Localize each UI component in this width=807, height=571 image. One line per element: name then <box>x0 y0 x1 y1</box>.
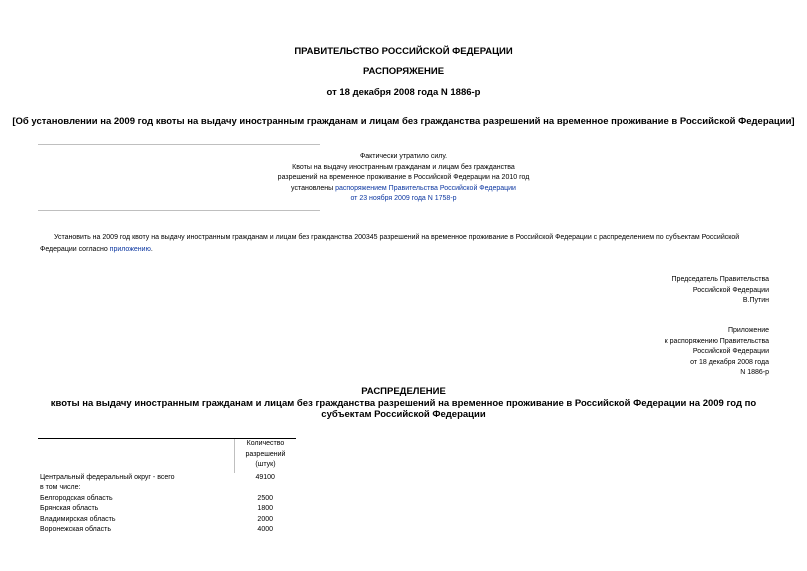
table-row <box>38 473 296 484</box>
appendix-line: Российской Федерации <box>692 348 769 355</box>
status-note-line: Квоты на выдачу иностранным гражданам и лицам без гражданства <box>292 163 515 171</box>
status-note-line: разрешений на временное проживание в Российской Федерации на 2010 год <box>277 174 530 181</box>
region-name: Белгородская область <box>40 494 113 502</box>
signature-block <box>469 275 769 307</box>
signature-line: Председатель Правительства <box>671 276 769 283</box>
region-name: в том числе: <box>40 484 81 491</box>
decree-text-end: . <box>150 246 153 253</box>
region-quota: 1800 <box>257 505 273 512</box>
doc-date-number: от 18 декабря 2008 года N 1886-р <box>326 87 481 98</box>
signature-line: Российской Федерации <box>692 286 769 294</box>
decree-date-link[interactable]: от 23 ноября 2009 года N 1758-р <box>350 195 457 202</box>
region-quota: 2000 <box>257 515 273 523</box>
appendix-block <box>469 326 769 379</box>
table-row <box>38 483 296 494</box>
distribution-subheading: квоты на выдачу иностранным гражданам и лицам без гражданства разрешений на временное проживание в Российской Федерации на 2009 год по субъектам Российской Федерации <box>50 398 757 420</box>
table-header-region <box>38 439 234 473</box>
region-quota <box>234 483 296 494</box>
quota-table <box>38 438 296 536</box>
appendix-line: от 18 декабря 2008 года <box>690 358 769 366</box>
signature-line: В.Путин <box>742 297 769 304</box>
region-name: Брянская область <box>40 505 99 512</box>
distribution-heading: РАСПРЕДЕЛЕНИЕ <box>361 386 446 397</box>
status-note-prefix: установлены <box>291 184 336 192</box>
doc-type: РАСПОРЯЖЕНИЕ <box>362 66 445 77</box>
decree-body <box>40 232 770 256</box>
table-row <box>38 494 296 505</box>
table-row <box>38 504 296 515</box>
appendix-line: N 1886-р <box>740 369 769 376</box>
region-quota: 4000 <box>257 526 273 533</box>
appendix-line: к распоряжению Правительства <box>664 337 769 345</box>
divider-bottom <box>38 210 320 211</box>
org-title: ПРАВИТЕЛЬСТВО РОССИЙСКОЙ ФЕДЕРАЦИИ <box>294 46 513 57</box>
region-name: Центральный федеральный округ - всего <box>40 473 175 481</box>
decree-link[interactable]: распоряжением Правительства Российской Федерации <box>335 184 516 192</box>
status-note <box>200 152 607 205</box>
region-quota: 49100 <box>255 473 275 481</box>
region-name: Воронежская область <box>40 526 111 533</box>
table-header-count: Количество разрешений (штук) <box>234 439 296 473</box>
region-name: Владимирская область <box>40 515 116 523</box>
status-note-line: Фактически утратило силу. <box>359 153 448 160</box>
table-header-row <box>38 439 296 473</box>
table-row <box>38 515 296 526</box>
table-row <box>38 525 296 536</box>
appendix-line: Приложение <box>727 327 769 334</box>
doc-subject: [Об установлении на 2009 год квоты на выдачу иностранным гражданам и лицам без гражданства разрешений на временное проживание в Российской Федерации] <box>12 116 795 127</box>
decree-text: Установить на 2009 год квоту на выдачу иностранным гражданам и лицам без гражданства 200345 разрешений на временное проживание в Российской Федерации с распределением по субъектам Российской Федерации согласно <box>40 234 740 253</box>
appendix-link[interactable]: приложению <box>109 246 151 253</box>
region-quota: 2500 <box>257 494 273 502</box>
status-note-line <box>200 184 607 195</box>
status-note-line <box>200 194 607 205</box>
divider-top <box>38 144 320 145</box>
